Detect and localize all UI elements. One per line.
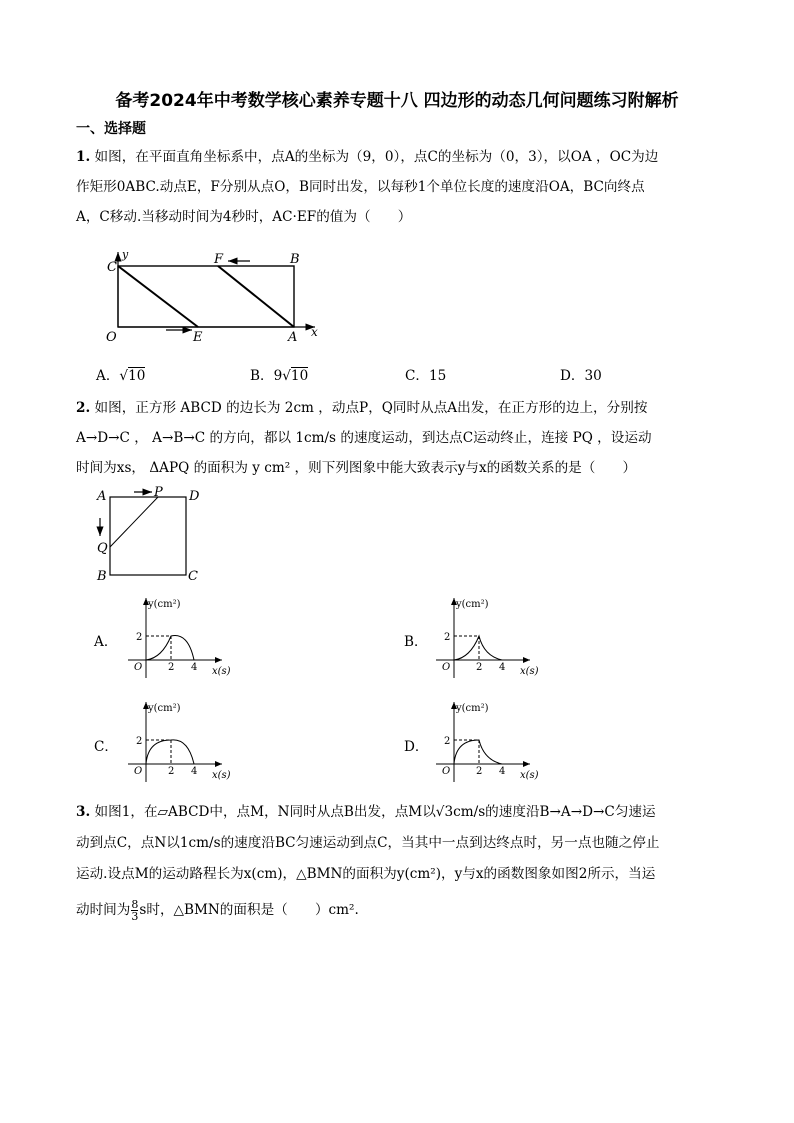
q1-label-e: E [193, 330, 203, 345]
q2-graph-a [124, 594, 242, 680]
q1-rectangle [118, 266, 294, 327]
q2-text-2: A→D→C ， A→B→C 的方向，都以 1cm/s 的速度运动，到达点C运动终止，连接 PQ ，设运动 [76, 430, 652, 446]
graph-y-label: y(cm²) [148, 599, 181, 610]
q1-text-1: 如图，在平面直角坐标系中，点A的坐标为（9，0），点C的坐标为（0，3），以OA ，OC为边 [94, 149, 659, 165]
graph-y-label: y(cm²) [456, 703, 489, 714]
q2-text-1: 如图，正方形 ABCD 的边长为 2cm ，动点P，Q同时从点A出发，在正方形的边上，分别按 [94, 400, 648, 416]
sqrt-icon: √ [119, 368, 129, 384]
q3-fraction-denominator: 3 [131, 910, 139, 923]
graph-x-label: x(s) [520, 666, 539, 677]
graph-x-label: x(s) [212, 770, 231, 781]
graph-y-tick: 2 [444, 736, 451, 747]
q1-label-y: y [122, 248, 129, 261]
graph-origin: O [442, 766, 451, 777]
graph-y-label: y(cm²) [148, 703, 181, 714]
q2-option-d[interactable]: D． [404, 739, 429, 755]
q1-label-x: x [311, 325, 318, 339]
q2-label-c: C [188, 569, 198, 584]
q2-text-3: 时间为xs， ΔAPQ 的面积为 y cm² ，则下列图象中能大致表示y与x的函数关系的是（ ） [76, 460, 637, 476]
q3-number: 3. [76, 804, 91, 820]
graph-origin: O [134, 766, 143, 777]
graph-x-tick-2: 2 [476, 766, 483, 777]
q2-figure [92, 484, 212, 586]
section-heading: 一、选择题 [76, 121, 146, 137]
q1-text-3: A，C移动.当移动时间为4秒时，AC·EF的值为（ ） [76, 209, 412, 225]
q1-option-c-letter: C． [405, 368, 429, 384]
q1-option-a-letter: A． [96, 368, 120, 384]
q1-option-c-value: 15 [429, 368, 447, 384]
q1-label-c: C [107, 260, 117, 275]
graph-curve [454, 740, 502, 764]
graph-origin: O [442, 662, 451, 673]
q2-number: 2. [76, 400, 91, 416]
graph-x-tick-4: 4 [499, 662, 506, 673]
graph-x-tick-2: 2 [168, 662, 175, 673]
q1-text-2: 作矩形0ABC.动点E，F分别从点O，B同时出发，以每秒1个单位长度的速度沿OA，BC向终点 [76, 179, 645, 195]
graph-x-label: x(s) [520, 770, 539, 781]
q2-graph-b [432, 594, 550, 680]
q2-label-a: A [97, 489, 107, 504]
q2-label-q: Q [97, 541, 108, 556]
q3-line-4 [76, 898, 359, 922]
q1-label-f: F [214, 252, 224, 267]
q1-label-o: O [106, 330, 117, 345]
q1-option-c[interactable] [405, 364, 446, 384]
q2-option-a[interactable]: A． [94, 634, 118, 650]
q1-option-b-prefix: 9 [273, 368, 283, 384]
graph-y-tick: 2 [444, 632, 451, 643]
graph-x-tick-4: 4 [499, 766, 506, 777]
graph-curve [454, 636, 502, 660]
q2-square [110, 497, 186, 575]
q1-segment-ce [118, 266, 198, 327]
graph-y-tick: 2 [136, 632, 143, 643]
graph-x-tick-4: 4 [191, 662, 198, 673]
q1-option-a[interactable] [96, 364, 145, 384]
graph-x-label: x(s) [212, 666, 231, 677]
q2-segment-pq [110, 497, 158, 547]
graph-x-tick-4: 4 [191, 766, 198, 777]
q1-label-a: A [288, 330, 298, 345]
q1-figure [100, 248, 332, 348]
q3-text-4a: 动时间为 [76, 902, 131, 918]
graph-x-tick-2: 2 [168, 766, 175, 777]
q2-label-d: D [189, 489, 200, 504]
q2-label-b: B [97, 569, 107, 584]
page-title: 备考2024年中考数学核心素养专题十八 四边形的动态几何问题练习附解析 [115, 91, 679, 111]
q1-number: 1. [76, 149, 91, 165]
graph-x-tick-2: 2 [476, 662, 483, 673]
graph-origin: O [134, 662, 143, 673]
q2-label-p: P [154, 485, 163, 500]
q1-option-a-radicand: 10 [128, 368, 146, 384]
q3-fraction-numerator: 8 [131, 898, 139, 911]
graph-curve [146, 636, 194, 661]
q2-option-b[interactable]: B． [404, 634, 428, 650]
graph-y-label: y(cm²) [456, 599, 489, 610]
q3-line-1 [76, 800, 656, 820]
q3-text-4b: s时，△BMN的面积是（ ）cm². [139, 902, 359, 918]
sqrt-icon: √ [282, 368, 291, 384]
q2-graph-d [432, 698, 550, 784]
q1-option-d[interactable] [560, 364, 602, 384]
q1-segment-fa [218, 266, 294, 327]
q2-graph-c [124, 698, 242, 784]
q3-text-1: 如图1，在▱ABCD中，点M，N同时从点B出发，点M以√3cm/s的速度沿B→A→D→C匀速运 [94, 804, 656, 820]
q1-option-d-value: 30 [584, 368, 602, 384]
q1-option-d-letter: D． [560, 368, 585, 384]
q1-label-b: B [290, 252, 300, 267]
q1-option-b-radicand: 10 [290, 368, 309, 384]
q1-line-1 [76, 145, 658, 165]
graph-y-tick: 2 [136, 736, 143, 747]
q1-option-b[interactable] [250, 364, 308, 384]
graph-curve [146, 740, 194, 764]
q2-option-c[interactable]: C． [94, 739, 118, 755]
q3-text-2: 动到点C，点N以1cm/s的速度沿BC匀速运动到点C，当其中一点到达终点时，另一点也随之停止 [76, 835, 660, 851]
q3-text-3: 运动.设点M的运动路程长为x(cm)，△BMN的面积为y(cm²)，y与x的函数图象如图2所示，当运 [76, 866, 656, 882]
q3-fraction [131, 899, 138, 922]
q1-option-b-letter: B． [250, 368, 274, 384]
q2-line-1 [76, 396, 647, 416]
